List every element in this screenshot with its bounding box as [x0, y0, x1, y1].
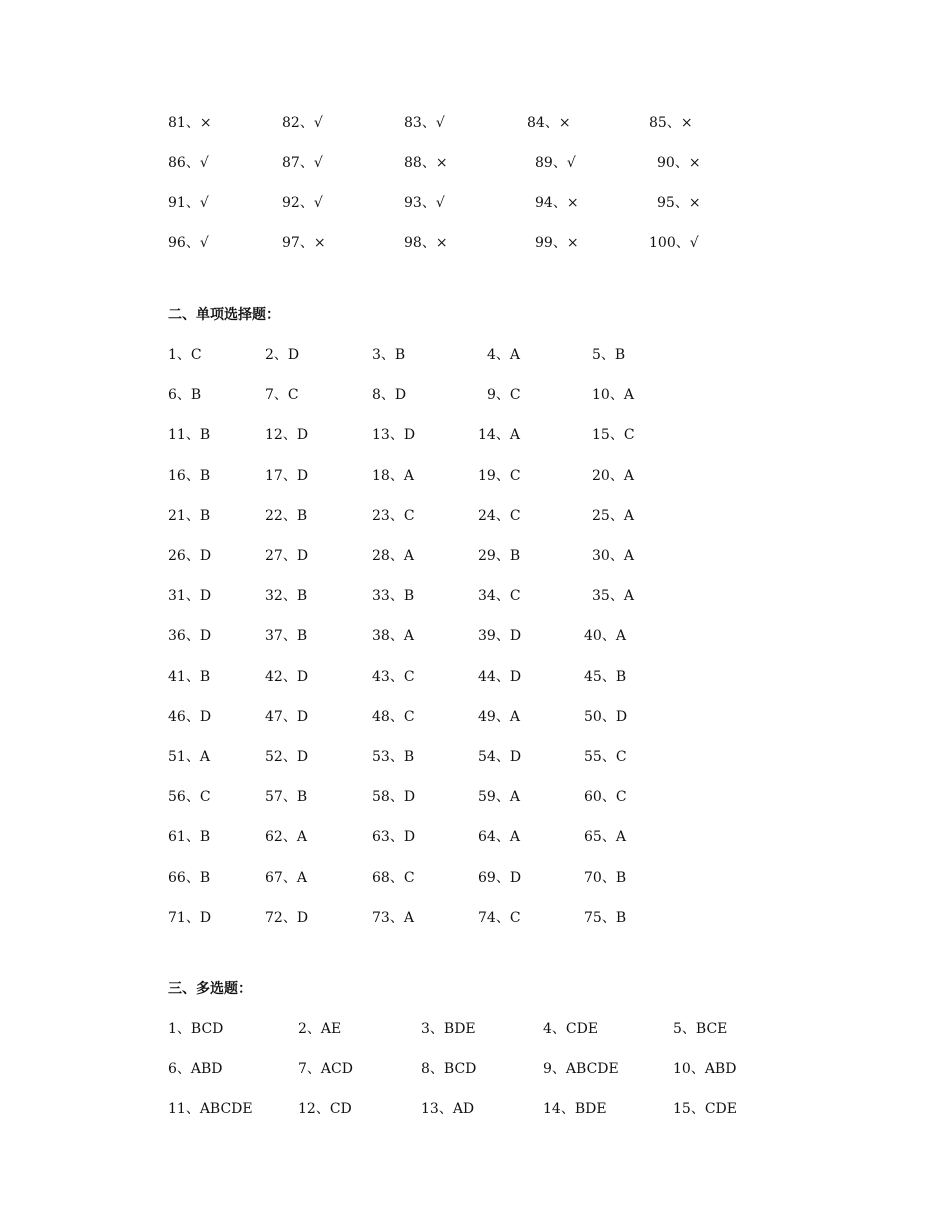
answer-item: 65、A: [584, 829, 626, 845]
answer-item: 21、B: [168, 508, 211, 524]
answer-item: 15、C: [592, 427, 635, 443]
answer-item: 68、C: [372, 870, 415, 886]
answer-row: [0, 504, 950, 528]
answer-item: 3、B: [372, 347, 406, 363]
multiple-choice-heading: 三、多选题：: [168, 981, 252, 997]
answer-item: 6、ABD: [168, 1061, 223, 1077]
answer-item: 4、A: [487, 347, 521, 363]
answer-row: [0, 544, 950, 568]
answer-item: 54、D: [478, 749, 522, 765]
answer-item: 6、B: [168, 387, 202, 403]
answer-item: 11、ABCDE: [168, 1101, 253, 1117]
answer-row: [0, 866, 950, 890]
answer-item: 11、B: [168, 427, 211, 443]
answer-item: 45、B: [584, 669, 627, 685]
answer-item: 32、B: [265, 588, 308, 604]
answer-item: 34、C: [478, 588, 521, 604]
answer-item: 8、D: [372, 387, 407, 403]
answer-item: 7、C: [265, 387, 299, 403]
answer-item: 63、D: [372, 829, 416, 845]
answer-item: 93、√: [404, 195, 445, 211]
answer-item: 81、×: [168, 115, 212, 131]
answer-item: 66、B: [168, 870, 211, 886]
answer-item: 38、A: [372, 628, 414, 644]
answer-item: 61、B: [168, 829, 211, 845]
answer-item: 40、A: [584, 628, 626, 644]
answer-row: [0, 825, 950, 849]
answer-item: 13、AD: [421, 1101, 475, 1117]
answer-row: [0, 906, 950, 930]
answer-item: 44、D: [478, 669, 522, 685]
answer-item: 69、D: [478, 870, 522, 886]
answer-row: [0, 785, 950, 809]
answer-item: 36、D: [168, 628, 212, 644]
answer-item: 72、D: [265, 910, 309, 926]
answer-row: [0, 191, 950, 215]
answer-item: 96、√: [168, 235, 209, 251]
answer-item: 5、B: [592, 347, 626, 363]
answer-item: 95、×: [657, 195, 701, 211]
answer-item: 25、A: [592, 508, 634, 524]
answer-item: 73、A: [372, 910, 414, 926]
answer-item: 31、D: [168, 588, 212, 604]
single-choice-heading: 二、单项选择题：: [168, 307, 280, 323]
answer-item: 8、BCD: [421, 1061, 477, 1077]
answer-item: 1、C: [168, 347, 202, 363]
answer-item: 15、CDE: [673, 1101, 737, 1117]
answer-item: 24、C: [478, 508, 521, 524]
answer-item: 98、×: [404, 235, 448, 251]
answer-item: 14、BDE: [543, 1101, 607, 1117]
answer-item: 16、B: [168, 468, 211, 484]
answer-item: 4、CDE: [543, 1021, 599, 1037]
answer-item: 71、D: [168, 910, 212, 926]
answer-item: 39、D: [478, 628, 522, 644]
answer-row: [0, 151, 950, 175]
answer-item: 23、C: [372, 508, 415, 524]
answer-row: [0, 705, 950, 729]
answer-row: [0, 745, 950, 769]
answer-item: 9、C: [487, 387, 521, 403]
answer-item: 92、√: [282, 195, 323, 211]
answer-item: 37、B: [265, 628, 308, 644]
answer-item: 22、B: [265, 508, 308, 524]
answer-item: 3、BDE: [421, 1021, 476, 1037]
answer-item: 18、A: [372, 468, 414, 484]
answer-row: [0, 343, 950, 367]
answer-item: 88、×: [404, 155, 448, 171]
answer-item: 55、C: [584, 749, 627, 765]
answer-item: 51、A: [168, 749, 210, 765]
answer-item: 19、C: [478, 468, 521, 484]
answer-item: 62、A: [265, 829, 307, 845]
answer-item: 49、A: [478, 709, 520, 725]
answer-item: 90、×: [657, 155, 701, 171]
answer-item: 41、B: [168, 669, 211, 685]
answer-item: 82、√: [282, 115, 323, 131]
answer-item: 28、A: [372, 548, 414, 564]
answer-item: 10、ABD: [673, 1061, 737, 1077]
answer-item: 100、√: [649, 235, 699, 251]
answer-item: 33、B: [372, 588, 415, 604]
answer-item: 59、A: [478, 789, 520, 805]
answer-row: [0, 1017, 950, 1041]
answer-item: 87、√: [282, 155, 323, 171]
answer-item: 1、BCD: [168, 1021, 224, 1037]
answer-row: [0, 383, 950, 407]
answer-item: 94、×: [535, 195, 579, 211]
answer-item: 84、×: [527, 115, 571, 131]
answer-item: 57、B: [265, 789, 308, 805]
answer-item: 86、√: [168, 155, 209, 171]
answer-item: 52、D: [265, 749, 309, 765]
answer-item: 97、×: [282, 235, 326, 251]
answer-item: 50、D: [584, 709, 628, 725]
answer-item: 58、D: [372, 789, 416, 805]
answer-item: 27、D: [265, 548, 309, 564]
answer-item: 30、A: [592, 548, 634, 564]
answer-item: 91、√: [168, 195, 209, 211]
answer-item: 67、A: [265, 870, 307, 886]
answer-row: [0, 584, 950, 608]
answer-item: 20、A: [592, 468, 634, 484]
answer-item: 35、A: [592, 588, 634, 604]
answer-row: [0, 624, 950, 648]
answer-item: 75、B: [584, 910, 627, 926]
answer-item: 70、B: [584, 870, 627, 886]
answer-item: 17、D: [265, 468, 309, 484]
answer-row: [0, 423, 950, 447]
answer-row: [0, 111, 950, 135]
answer-item: 13、D: [372, 427, 416, 443]
answer-item: 42、D: [265, 669, 309, 685]
answer-row: [0, 1097, 950, 1121]
answer-item: 83、√: [404, 115, 445, 131]
answer-item: 5、BCE: [673, 1021, 728, 1037]
answer-item: 7、ACD: [298, 1061, 353, 1077]
answer-item: 99、×: [535, 235, 579, 251]
answer-item: 60、C: [584, 789, 627, 805]
answer-item: 64、A: [478, 829, 520, 845]
answer-item: 74、C: [478, 910, 521, 926]
answer-item: 2、AE: [298, 1021, 342, 1037]
answer-item: 12、CD: [298, 1101, 352, 1117]
answer-item: 46、D: [168, 709, 212, 725]
answer-item: 47、D: [265, 709, 309, 725]
answer-item: 53、B: [372, 749, 415, 765]
answer-row: [0, 231, 950, 255]
answer-item: 89、√: [535, 155, 576, 171]
answer-item: 2、D: [265, 347, 300, 363]
answer-item: 9、ABCDE: [543, 1061, 619, 1077]
answer-row: [0, 464, 950, 488]
answer-row: [0, 1057, 950, 1081]
answer-item: 48、C: [372, 709, 415, 725]
answer-item: 85、×: [649, 115, 693, 131]
answer-item: 14、A: [478, 427, 520, 443]
answer-item: 26、D: [168, 548, 212, 564]
answer-item: 43、C: [372, 669, 415, 685]
answer-row: [0, 665, 950, 689]
answer-item: 12、D: [265, 427, 309, 443]
answer-item: 29、B: [478, 548, 521, 564]
answer-item: 56、C: [168, 789, 211, 805]
answer-item: 10、A: [592, 387, 634, 403]
